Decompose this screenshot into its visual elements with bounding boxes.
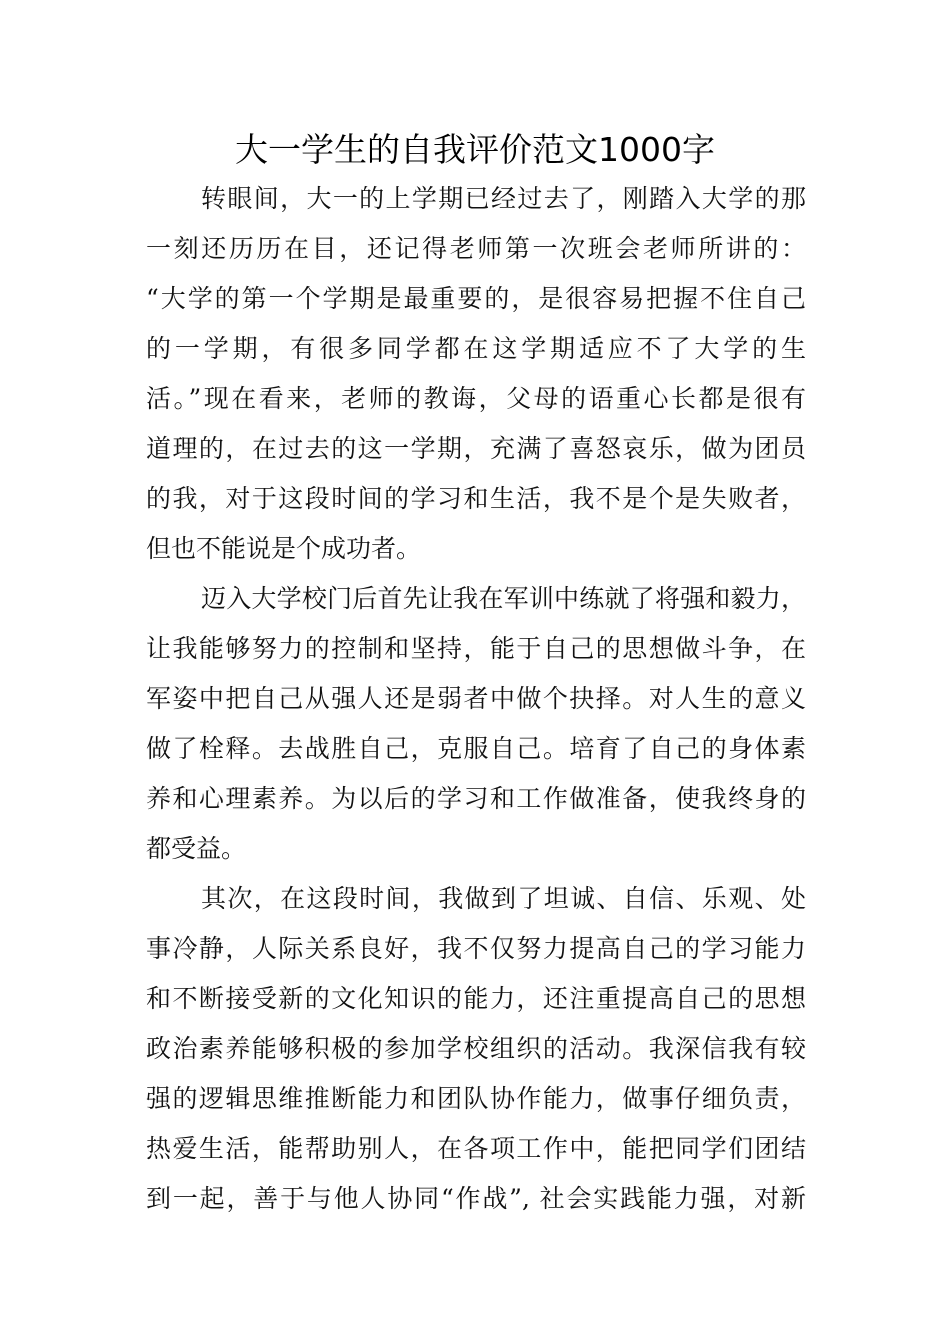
paragraph-line: 迈入大学校门后首先让我在军训中练就了将强和毅力， [201,584,806,613]
paragraph-line: 其次，在这段时间，我做到了坦诚、自信、乐观、处 [201,884,806,913]
paragraph-line: 和不断接受新的文化知识的能力，还注重提高自己的思想 [146,984,806,1013]
paragraph-line: 一刻还历历在目，还记得老师第一次班会老师所讲的： [146,234,806,263]
paragraph-1 [146,174,806,574]
paragraph-line: 养和心理素养。为以后的学习和工作做准备，使我终身的 [146,784,806,813]
paragraph-line: 道理的，在过去的这一学期，充满了喜怒哀乐，做为团员 [146,434,806,463]
paragraph-line: 活。”现在看来，老师的教诲，父母的语重心长都是很有 [146,384,806,413]
paragraph-line: 的一学期，有很多同学都在这学期适应不了大学的生 [146,334,806,363]
document-title: 大一学生的自我评价范文1000字 [235,130,715,169]
paragraph-line: 做了栓释。去战胜自己，克服自己。培育了自己的身体素 [146,734,806,763]
paragraph-line: 都受益。 [146,834,247,863]
paragraph-line: 事冷静，人际关系良好，我不仅努力提高自己的学习能力 [146,934,806,963]
paragraph-2 [146,574,806,874]
paragraph-line: 的我，对于这段时间的学习和生活，我不是个是失败者， [146,484,806,513]
paragraph-line: 让我能够努力的控制和坚持，能于自己的思想做斗争，在 [146,634,806,663]
paragraph-line: 到一起，善于与他人协同“作战”, 社会实践能力强，对新 [146,1184,806,1213]
paragraph-line: 强的逻辑思维推断能力和团队协作能力，做事仔细负责， [146,1084,806,1113]
document-body [146,174,806,1224]
paragraph-3 [146,874,806,1224]
paragraph-line: 军姿中把自己从强人还是弱者中做个抉择。对人生的意义 [146,684,806,713]
paragraph-line: 转眼间，大一的上学期已经过去了，刚踏入大学的那 [201,184,806,213]
paragraph-line: 热爱生活，能帮助别人，在各项工作中，能把同学们团结 [146,1134,806,1163]
paragraph-line: 但也不能说是个成功者。 [146,534,422,563]
paragraph-line: “大学的第一个学期是最重要的，是很容易把握不住自己 [146,284,806,313]
paragraph-line: 政治素养能够积极的参加学校组织的活动。我深信我有较 [146,1034,806,1063]
